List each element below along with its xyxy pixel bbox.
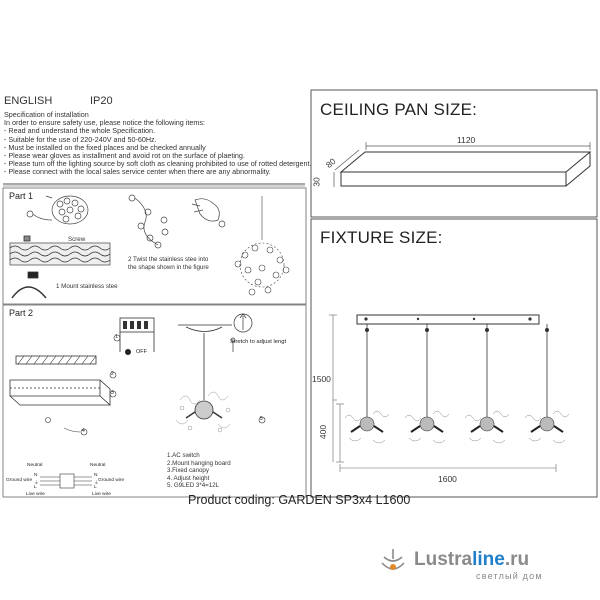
spec-line: - Suitable for the use of 220-240V and 50-60Hz. bbox=[4, 134, 157, 144]
wiring-l-label: L bbox=[94, 485, 97, 490]
fixture-canopy bbox=[357, 315, 539, 324]
wiring-l-label: L bbox=[34, 485, 37, 490]
spec-line: - Must be installed on the fixed places and be checked annually bbox=[4, 142, 206, 152]
wiring-n-label: N bbox=[34, 473, 38, 478]
cable-grip bbox=[365, 328, 369, 332]
spec-line: - Please connect with the local sales service center when there are any abnormality. bbox=[4, 167, 271, 177]
callout-number: 3 bbox=[111, 390, 114, 396]
spec-line: - Read and understand the whole Specification. bbox=[4, 126, 156, 136]
language-label: ENGLISH bbox=[4, 95, 53, 107]
wiring-ground-left: Ground wire bbox=[6, 478, 33, 483]
fixture-pendant-height: 400 bbox=[318, 424, 329, 440]
spec-title: Specification of installation bbox=[4, 110, 89, 119]
ceiling-title: CEILING PAN SIZE: bbox=[320, 100, 478, 119]
watermark-tagline: светлый дом bbox=[476, 571, 543, 581]
callout-number: 1 bbox=[115, 334, 118, 340]
part2-step: 2.Mount hanging board bbox=[167, 459, 231, 467]
wiring-ground-symbol: ⏚ bbox=[94, 481, 99, 486]
spec-line: In order to ensure safety use, please notice the following items: bbox=[4, 118, 205, 128]
fixture-title: FIXTURE SIZE: bbox=[320, 228, 443, 247]
cable-grip bbox=[545, 328, 549, 332]
pendant-body bbox=[540, 417, 554, 431]
part2-step: 4. Adjust height bbox=[167, 474, 210, 482]
cable-grip bbox=[425, 328, 429, 332]
ceiling-length: 1120 bbox=[457, 135, 476, 145]
spec-line: - Please turn off the lighting source by soft cloth as cleaning prohibited to use of rotted detergent. bbox=[4, 159, 312, 169]
part2-step: 3.Fixed canopy bbox=[167, 467, 209, 474]
wiring-neutral-right: Neutral bbox=[90, 463, 106, 468]
pendant-body bbox=[360, 417, 374, 431]
screw-label: Screw bbox=[68, 236, 86, 243]
fixture-length: 1600 bbox=[438, 474, 457, 484]
watermark-brand-c: .ru bbox=[504, 549, 530, 570]
part2-step: 1.AC switch bbox=[167, 452, 200, 459]
part2-step: 5. G9LED 3*4=12L bbox=[167, 482, 220, 489]
callout-number: 2 bbox=[111, 371, 114, 377]
off-label: OFF bbox=[136, 349, 147, 355]
wiring-ground-right: Ground wire bbox=[98, 478, 125, 483]
watermark-brand-a: Lustra bbox=[414, 549, 473, 570]
stretch-label: Stretch to adjust lengt bbox=[230, 339, 287, 345]
ceiling-height: 30 bbox=[311, 177, 322, 187]
watermark-brand-b: line bbox=[472, 549, 505, 570]
step2-label-line2: the shape shown in the figure bbox=[128, 264, 209, 271]
callout-number: 5 bbox=[260, 416, 263, 422]
wiring-n-label: N bbox=[94, 473, 98, 478]
fixture-drop: 1500 bbox=[312, 374, 331, 384]
callout-number: 4 bbox=[82, 428, 85, 434]
pendant-body bbox=[420, 417, 434, 431]
wiring-live-right: Live wire bbox=[92, 492, 111, 497]
spec-line: - Please wear gloves as installment and avoid rot on the surface of plaeting. bbox=[4, 151, 245, 161]
lustraline-logo-icon bbox=[376, 545, 410, 579]
ip-rating: IP20 bbox=[90, 95, 113, 107]
watermark-brand bbox=[414, 549, 529, 571]
fixture-dimension-lines bbox=[329, 315, 556, 472]
product-coding: Product coding: GARDEN SP3x4 L1600 bbox=[188, 493, 411, 507]
pendant-body bbox=[480, 417, 494, 431]
ceiling-width: 80 bbox=[323, 156, 338, 170]
part2-title: Part 2 bbox=[9, 308, 34, 318]
wiring-live-left: Live wire bbox=[26, 492, 45, 497]
wiring-neutral-left: Neutral bbox=[27, 463, 43, 468]
step2-label-line1: 2 Twist the stainless stee into bbox=[128, 256, 209, 263]
part1-title: Part 1 bbox=[9, 191, 34, 201]
cable-grip bbox=[485, 328, 489, 332]
step1-label: 1 Mount stainless stee bbox=[56, 283, 118, 290]
wiring-ground-symbol: ⏚ bbox=[34, 481, 39, 486]
fixture-lamps bbox=[345, 324, 569, 443]
